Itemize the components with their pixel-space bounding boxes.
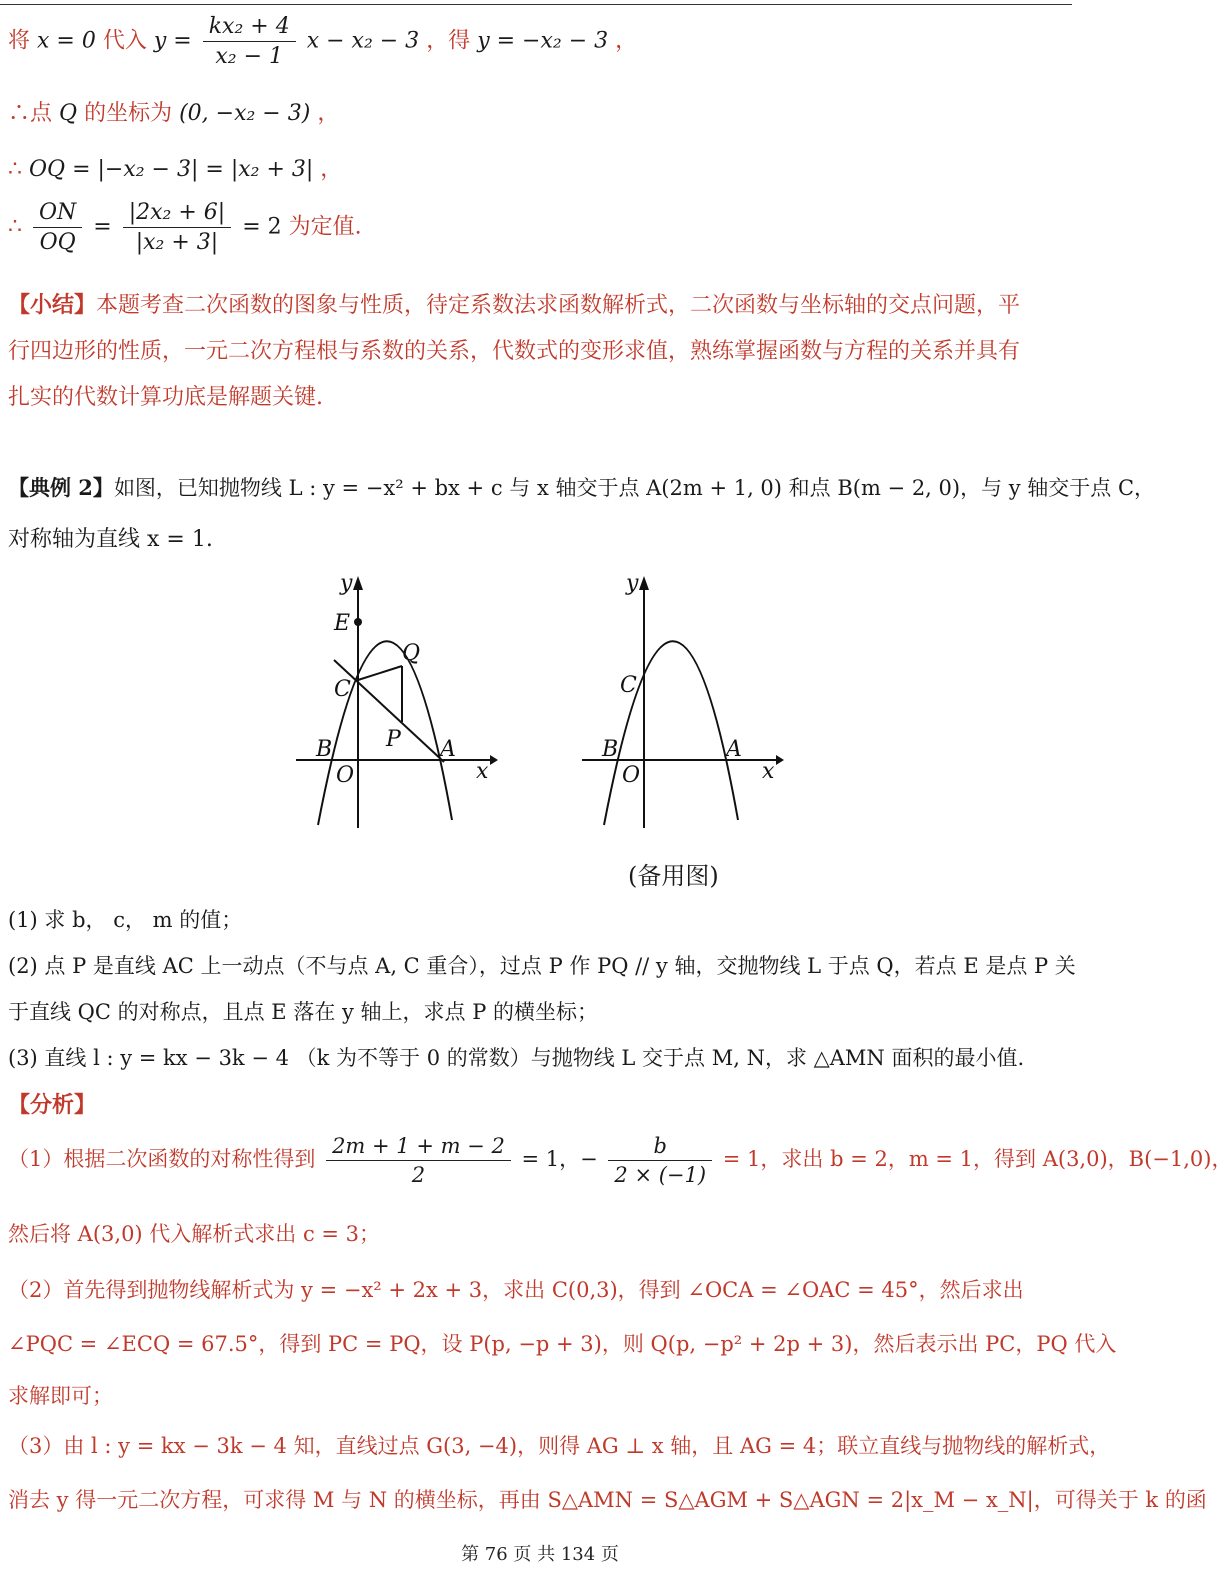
fraction [326, 1134, 511, 1187]
summary-line-3 [8, 380, 323, 411]
summary-line-2 [8, 334, 1020, 365]
analysis-2-line-1 [8, 1274, 1024, 1304]
x-axis-arrow [776, 755, 784, 765]
label-q: Q [402, 641, 421, 666]
text: 扎实的代数计算功底是解题关键. [8, 385, 323, 410]
label-x: x [476, 759, 489, 784]
math: Q [59, 101, 78, 126]
text: 将 [8, 28, 31, 54]
label-o: O [622, 763, 641, 788]
text: 如图，已知抛物线 L : y = −x² + bx + c 与 x 轴交于点 A(2m + 1, 0) 和点 B(m − 2, 0)，与 y 轴交于点 C， [113, 476, 1156, 500]
segment-cq [358, 666, 402, 680]
page-footer: 第 76 页 共 134 页 [461, 1544, 619, 1565]
fraction [608, 1134, 712, 1187]
solution-line-2 [8, 96, 339, 127]
fraction [203, 14, 296, 69]
numerator: |2x₂ + 6| [123, 200, 231, 228]
text: ， [317, 101, 340, 126]
solution-line-1 [8, 14, 637, 69]
math: = 2 [242, 214, 282, 240]
numerator: kx₂ + 4 [203, 14, 296, 42]
question-2a [8, 950, 1076, 980]
example-tag: 【典例 2】 [8, 475, 114, 500]
top-rule [0, 4, 1072, 5]
denominator: 2 × (−1) [614, 1163, 707, 1187]
analysis-1-line-2 [8, 1218, 380, 1248]
y-axis-arrow [353, 576, 363, 590]
text: （2）首先得到抛物线解析式为 y = −x² + 2x + 3，求出 C(0,3)，得到 ∠OCA = ∠OAC = 45°，然后求出 [8, 1278, 1024, 1302]
label-b: B [602, 737, 619, 762]
example-line-2 [8, 522, 213, 553]
label-o: O [336, 763, 355, 788]
text: 消去 y 得一元二次方程，可求得 M 与 N 的横坐标，再由 S△AMN = S△AGM + S△AGN = 2|x_M − x_N|，可得关于 k 的函 [8, 1488, 1207, 1512]
solution-line-3 [8, 152, 342, 183]
label-c: C [620, 673, 637, 698]
text: 代入 [102, 28, 147, 54]
text: （1）根据二次函数的对称性得到 [8, 1147, 316, 1171]
label-y: y [340, 571, 353, 596]
text: ， [320, 157, 343, 182]
question-3 [8, 1042, 1024, 1072]
analysis-3-line-1 [8, 1430, 1110, 1460]
math: OQ = |−x₂ − 3| = |x₂ + 3| [29, 157, 314, 182]
label-c: C [334, 677, 351, 702]
math: y = −x₂ − 3 [477, 28, 609, 54]
label-y: y [626, 571, 639, 596]
parabola [318, 641, 452, 825]
math: (0, −x₂ − 3) [179, 101, 311, 126]
math: = [93, 214, 112, 240]
text: (2) 点 P 是直线 AC 上一动点（不与点 A, C 重合），过点 P 作 PQ // y 轴，交抛物线 L 于点 Q，若点 E 是点 P 关 [8, 954, 1076, 978]
text: 为定值. [288, 214, 362, 240]
label-a: A [726, 737, 742, 762]
math: x = 0 [37, 28, 96, 54]
question-1 [8, 904, 242, 934]
label-e: E [334, 611, 351, 636]
analysis-2-line-3 [8, 1380, 113, 1410]
summary-tag: 【小结】 [8, 292, 97, 318]
example-line-1 [8, 472, 1155, 502]
figure-caption: (备用图) [628, 862, 719, 890]
text: 本题考查二次函数的图象与性质，待定系数法求函数解析式，二次函数与坐标轴的交点问题，平 [96, 293, 1021, 318]
text: ∴ [8, 157, 22, 182]
parabola [604, 641, 738, 825]
denominator: 2 [411, 1163, 426, 1187]
label-b: B [316, 737, 333, 762]
math: y = [153, 28, 192, 54]
numerator: b [608, 1134, 712, 1161]
figure-main [290, 570, 500, 835]
text: 对称轴为直线 x = 1. [8, 527, 213, 552]
solution-line-4 [8, 200, 362, 255]
text: ∠PQC = ∠ECQ = 67.5°，得到 PC = PQ，设 P(p, −p + 3)，则 Q(p, −p² + 2p + 3)，然后表示出 PC，PQ 代入 [8, 1332, 1117, 1356]
label-p: P [386, 727, 401, 752]
text: 的坐标为 [84, 101, 173, 126]
text: = 1，求出 b = 2，m = 1，得到 A(3,0)，B(−1,0)， [722, 1147, 1232, 1171]
y-axis-arrow [639, 576, 649, 590]
figure-backup [576, 570, 786, 835]
numerator: ON [33, 200, 82, 228]
text: ，得 [426, 28, 471, 54]
text: 行四边形的性质，一元二次方程根与系数的关系，代数式的变形求值，熟练掌握函数与方程的关系并具有 [8, 339, 1021, 364]
text: ∴点 [8, 101, 53, 126]
denominator: x₂ − 1 [215, 44, 284, 69]
question-2b [8, 996, 598, 1026]
text: 于直线 QC 的对称点，且点 E 落在 y 轴上，求点 P 的横坐标； [8, 1000, 599, 1024]
text: 求解即可； [8, 1384, 113, 1408]
analysis-3-line-2 [8, 1484, 1207, 1514]
point-e [354, 618, 362, 626]
x-axis-arrow [490, 755, 498, 765]
label-a: A [440, 737, 456, 762]
analysis-1-line-1 [8, 1134, 1232, 1187]
text: ， [615, 28, 638, 54]
fraction [123, 200, 231, 255]
analysis-tag: 【分析】 [8, 1092, 97, 1118]
math: = 1，− [521, 1147, 598, 1171]
label-x: x [762, 759, 775, 784]
denominator: |x₂ + 3| [135, 230, 219, 255]
text: (3) 直线 l : y = kx − 3k − 4 （k 为不等于 0 的常数）与抛物线 L 交于点 M, N，求 △AMN 面积的最小值. [8, 1046, 1025, 1070]
text: ∴ [8, 214, 22, 240]
text: 然后将 A(3,0) 代入解析式求出 c = 3； [8, 1222, 381, 1246]
math: x − x₂ − 3 [306, 28, 420, 54]
numerator: 2m + 1 + m − 2 [326, 1134, 511, 1161]
analysis-2-line-2 [8, 1328, 1116, 1358]
text: （3）由 l : y = kx − 3k − 4 知，直线过点 G(3, −4)，则得 AG ⊥ x 轴，且 AG = 4；联立直线与抛物线的解析式， [8, 1434, 1111, 1458]
denominator: OQ [39, 230, 76, 255]
fraction [33, 200, 82, 255]
summary-line-1 [8, 288, 1020, 319]
text: (1) 求 b， c， m 的值； [8, 908, 243, 932]
